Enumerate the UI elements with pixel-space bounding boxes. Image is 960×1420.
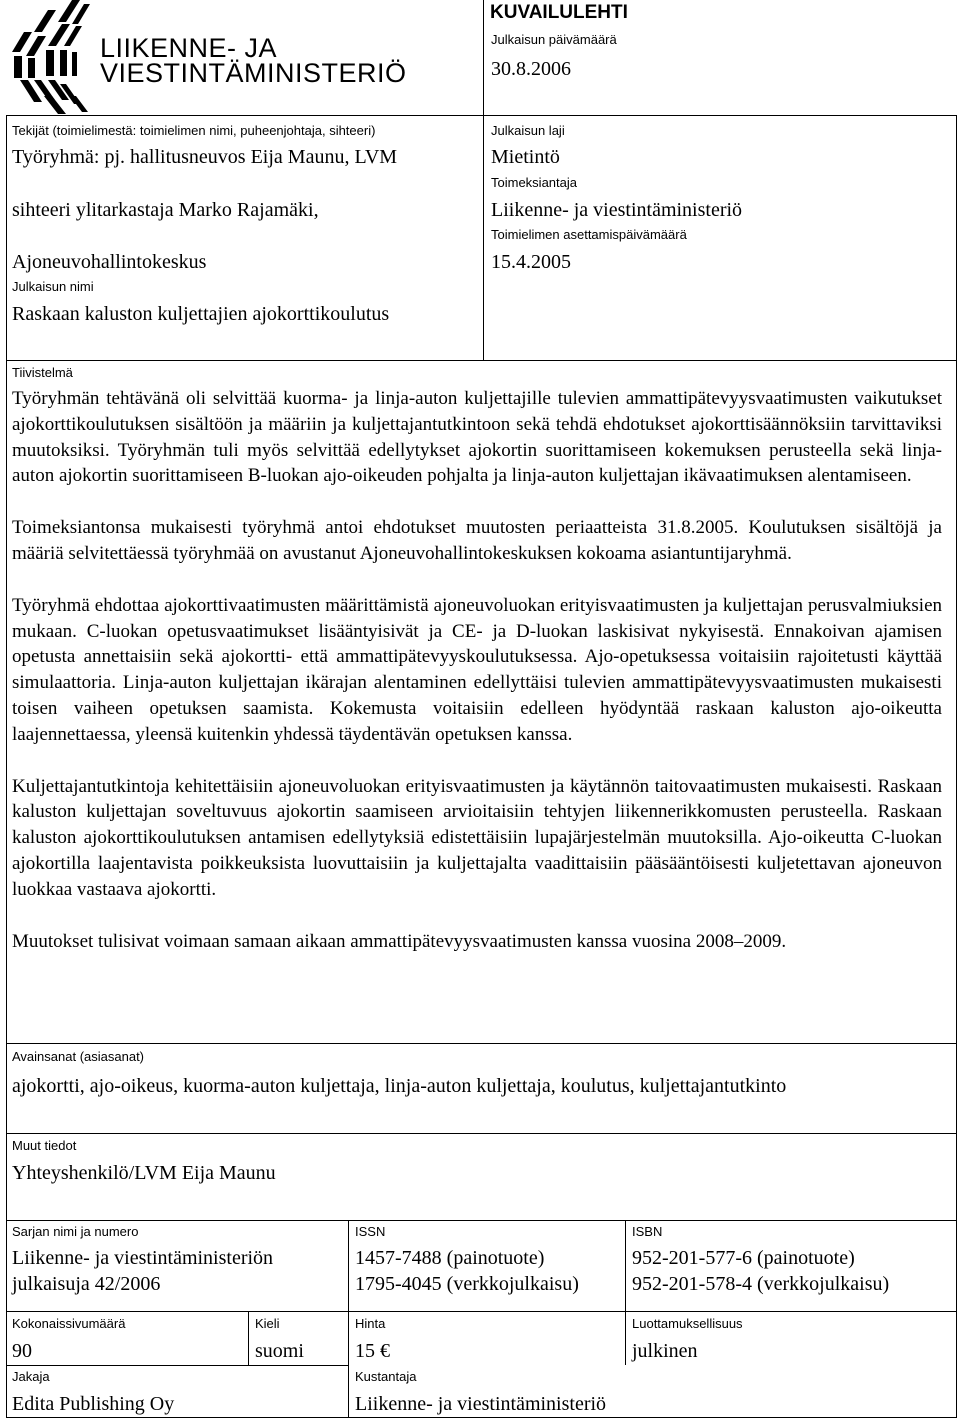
divider (248, 1311, 249, 1365)
divider (625, 1220, 626, 1365)
price: 15 € (355, 1340, 390, 1362)
publisher-label: Kustantaja (355, 1369, 417, 1384)
divider (6, 1365, 348, 1366)
divider (6, 360, 957, 361)
commissioner: Liikenne- ja viestintäministeriö (491, 199, 743, 221)
ministry-logo (10, 0, 480, 115)
authors-line-1: Työryhmä: pj. hallitusneuvos Eija Maunu, LVM (12, 146, 398, 168)
page-count: 90 (12, 1340, 32, 1362)
appointment-date: 15.4.2005 (491, 251, 571, 273)
distributor-label: Jakaja (12, 1369, 50, 1384)
commissioner-label: Toimeksiantaja (491, 175, 577, 190)
language: suomi (255, 1340, 304, 1362)
issn-online: 1795-4045 (verkkojulkaisu) (355, 1273, 579, 1295)
isbn-print: 952-201-577-6 (painotuote) (632, 1247, 855, 1269)
divider (348, 1220, 349, 1418)
series-line-2: julkaisuja 42/2006 (12, 1273, 161, 1295)
divider (483, 0, 484, 360)
isbn-online: 952-201-578-4 (verkkojulkaisu) (632, 1273, 890, 1295)
authors-label: Tekijät (toimielimestä: toimielimen nimi, puheenjohtaja, sihteeri) (12, 123, 376, 138)
series-line-1: Liikenne- ja viestintäministeriön (12, 1247, 274, 1269)
ministry-name-line1: LIIKENNE- JA (100, 33, 278, 63)
abstract-paragraph: Kuljettajantutkintoja kehitettäisiin ajoneuvoluokan erityisvaatimusten ja käytännön taitovaatimusten mukaisesti. Raskaan kaluston kuljettajan soveltuvuus ajokortin saamiseen arvioitaisiin tehtyjen liikennerikkomusten perusteella. Raskaan kaluston ajokorttikoulutuksen antamisen edellytyksiä edistettäisiin lupajärjestelmän muutoksilla. Ajo-oikeutta C-luokan ajokortilla laajentavista poikkeuksista luovuttaisiin ja kuljettajalta vaadittaisiin pääsääntöisesti kuljetettavan ajoneuvon luokkaa vastaava ajokortti. (12, 775, 942, 900)
distributor: Edita Publishing Oy (12, 1393, 175, 1415)
authors-line-3: Ajoneuvohallintokeskus (12, 251, 207, 273)
abstract-label: Tiivistelmä (12, 365, 73, 380)
confidentiality: julkinen (632, 1340, 698, 1362)
confidentiality-label: Luottamuksellisuus (632, 1316, 743, 1331)
series-label: Sarjan nimi ja numero (12, 1224, 139, 1239)
abstract-paragraph: Työryhmä ehdottaa ajokorttivaatimusten määrittämistä ajoneuvoluokan erityisvaatimusten ja kuljettajan perusvalmiuksien mukaan. C-luokan opetusvaatimukset lisääntyisivät ja CE- ja D-luokan laskisivat nykyisestä. Ennakoivan ajamisen opetusta annettaisiin sekä ajokortti- että ammattipätevyyskoulutuksessa. Ajo-opetuksessa voitaisiin rajoitetusti käyttää simulaattoria. Linja-auton kuljettajan ikärajan alentaminen edellyttäisi tulevien ammattipätevyysvaatimusten mukaisesti toisen vaiheen opetuksen saamista. Kokemusta voitaisiin edelleen hyödyntää raskaan kaluston ajo-oikeutta laajennettaessa, yleensä kuitenkin yhdessä täydentävän opetuksen kanssa. (12, 594, 942, 745)
authors-line-2: sihteeri ylitarkastaja Marko Rajamäki, (12, 199, 319, 221)
document-type-title: KUVAILULEHTI (490, 2, 628, 23)
price-label: Hinta (355, 1316, 386, 1331)
issn-label: ISSN (355, 1224, 386, 1239)
divider (6, 1043, 957, 1044)
publication-date: 30.8.2006 (491, 58, 571, 80)
divider (6, 1311, 957, 1312)
ministry-name-line2: VIESTINTÄMINISTERIÖ (100, 58, 407, 88)
divider (6, 1133, 957, 1134)
publication-name: Raskaan kaluston kuljettajien ajokorttikoulutus (12, 303, 390, 325)
publication-type: Mietintö (491, 146, 560, 168)
page-count-label: Kokonaissivumäärä (12, 1316, 126, 1331)
other-info: Yhteyshenkilö/LVM Eija Maunu (12, 1162, 276, 1184)
publication-date-label: Julkaisun päivämäärä (491, 32, 617, 47)
publication-name-label: Julkaisun nimi (12, 279, 94, 294)
publisher: Liikenne- ja viestintäministeriö (355, 1393, 607, 1415)
abstract-paragraph: Toimeksiantonsa mukaisesti työryhmä antoi ehdotukset muutosten periaatteista 31.8.2005. Koulutuksen sisältöjä ja määriä selvitettäessä työryhmää on avustanut Ajoneuvohallintokeskuksen kokoama asiantuntijaryhmä. (12, 517, 942, 564)
keywords: ajokortti, ajo-oikeus, kuorma-auton kuljettaja, linja-auton kuljettaja, koulutus, kuljettajantutkinto (12, 1075, 787, 1097)
appointment-date-label: Toimielimen asettamispäivämäärä (491, 227, 687, 242)
isbn-label: ISBN (632, 1224, 663, 1239)
other-info-label: Muut tiedot (12, 1138, 77, 1153)
abstract-paragraph: Muutokset tulisivat voimaan samaan aikaan ammattipätevyysvaatimusten kanssa vuosina 2008–2009. (12, 930, 787, 952)
issn-print: 1457-7488 (painotuote) (355, 1247, 545, 1269)
abstract-paragraph: Työryhmän tehtävänä oli selvittää kuorma- ja linja-auton kuljettajille tulevien ammattipätevyysvaatimusten vaikutukset ajokorttikoulutuksen sisältöön ja määriin ja kuljettajantutkintoon sekä tehdä ehdotukset ajokorttisäännöksiin tarvittaviksi muutoksiksi. Työryhmän tuli myös selvittää edellytykset ajokortin suorittamiseen kokemuksen perusteella sekä linja-auton ajokortin suorittamiseen B-luokan ajo-oikeuden pohjalta ja linja-auton kuljettajan ikävaatimuksen alentamiseen. (12, 388, 942, 487)
divider (6, 1220, 957, 1221)
language-label: Kieli (255, 1316, 280, 1331)
keywords-label: Avainsanat (asiasanat) (12, 1049, 145, 1064)
publication-type-label: Julkaisun laji (491, 123, 565, 138)
abstract-body (12, 386, 942, 980)
